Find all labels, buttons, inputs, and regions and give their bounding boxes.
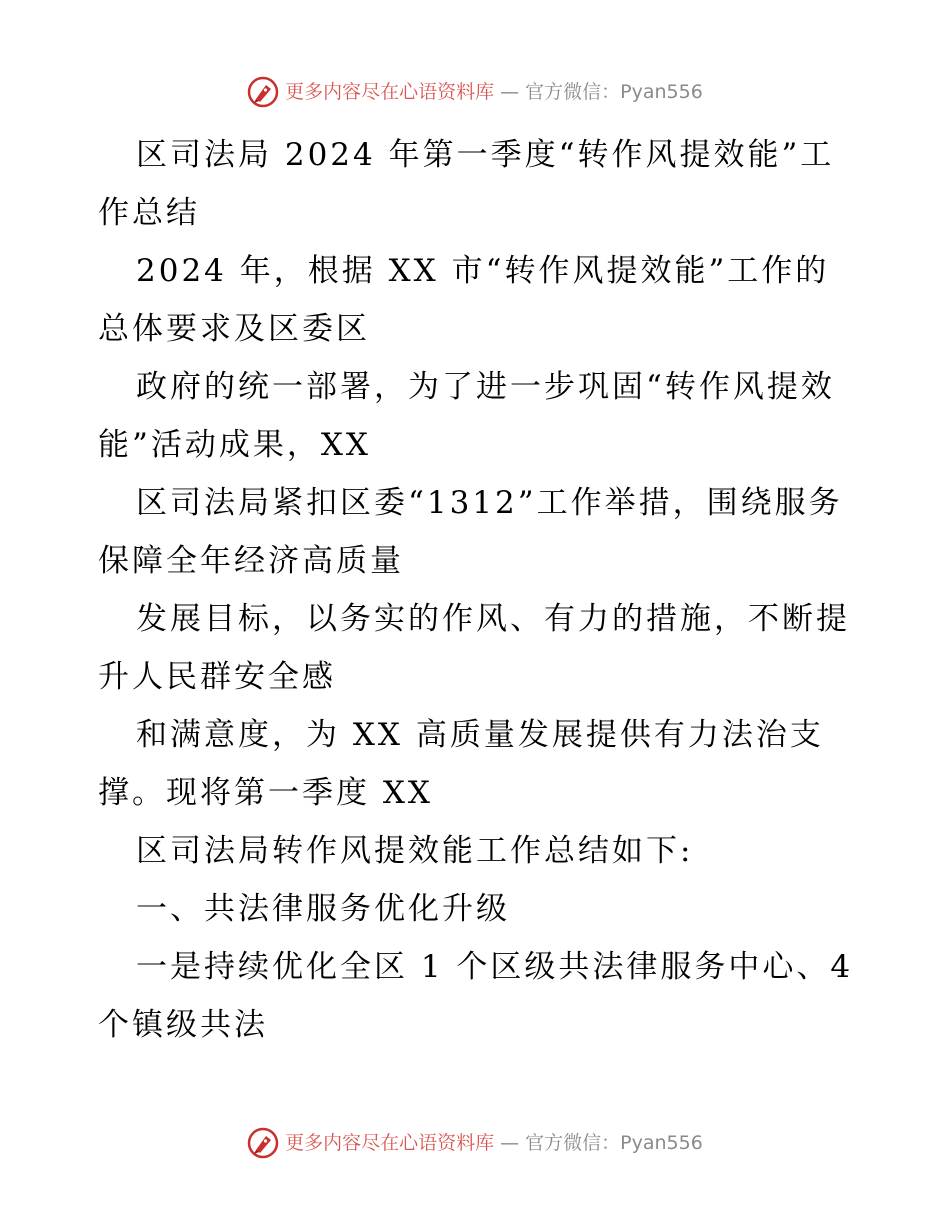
watermark-contact: 官方微信：Pyan556 <box>525 81 703 103</box>
section-heading: 一、共法律服务优化升级 <box>136 891 510 927</box>
document-title: 区司法局 2024 年第一季度“转作风提效能”工作总结 <box>98 137 835 231</box>
pen-nib-logo-icon <box>247 76 279 108</box>
watermark-dash: — <box>500 1132 520 1154</box>
document-body <box>98 126 858 1054</box>
paragraph: 和满意度，为 XX 高质量发展提供有力法治支撑。现将第一季度 XX <box>98 717 824 811</box>
pen-nib-logo-icon <box>247 1127 279 1159</box>
paragraph: 政府的统一部署，为了进一步巩固“转作风提效能”活动成果，XX <box>98 369 835 463</box>
paragraph: 一是持续优化全区 1 个区级共法律服务中心、4 个镇级共法 <box>98 949 854 1043</box>
paragraph: 区司法局转作风提效能工作总结如下: <box>136 833 694 869</box>
watermark-footer <box>0 1127 950 1159</box>
watermark-text: 更多内容尽在心语资料库 <box>285 81 495 103</box>
watermark-text: 更多内容尽在心语资料库 <box>285 1132 495 1154</box>
watermark-dash: — <box>500 81 520 103</box>
watermark-header <box>0 76 950 108</box>
paragraph: 发展目标，以务实的作风、有力的措施，不断提升人民群安全感 <box>98 601 850 695</box>
watermark-contact: 官方微信：Pyan556 <box>525 1132 703 1154</box>
paragraph: 区司法局紧扣区委“1312”工作举措，围绕服务保障全年经济高质量 <box>98 485 843 579</box>
paragraph: 2024 年，根据 XX 市“转作风提效能”工作的总体要求及区委区 <box>98 253 830 347</box>
